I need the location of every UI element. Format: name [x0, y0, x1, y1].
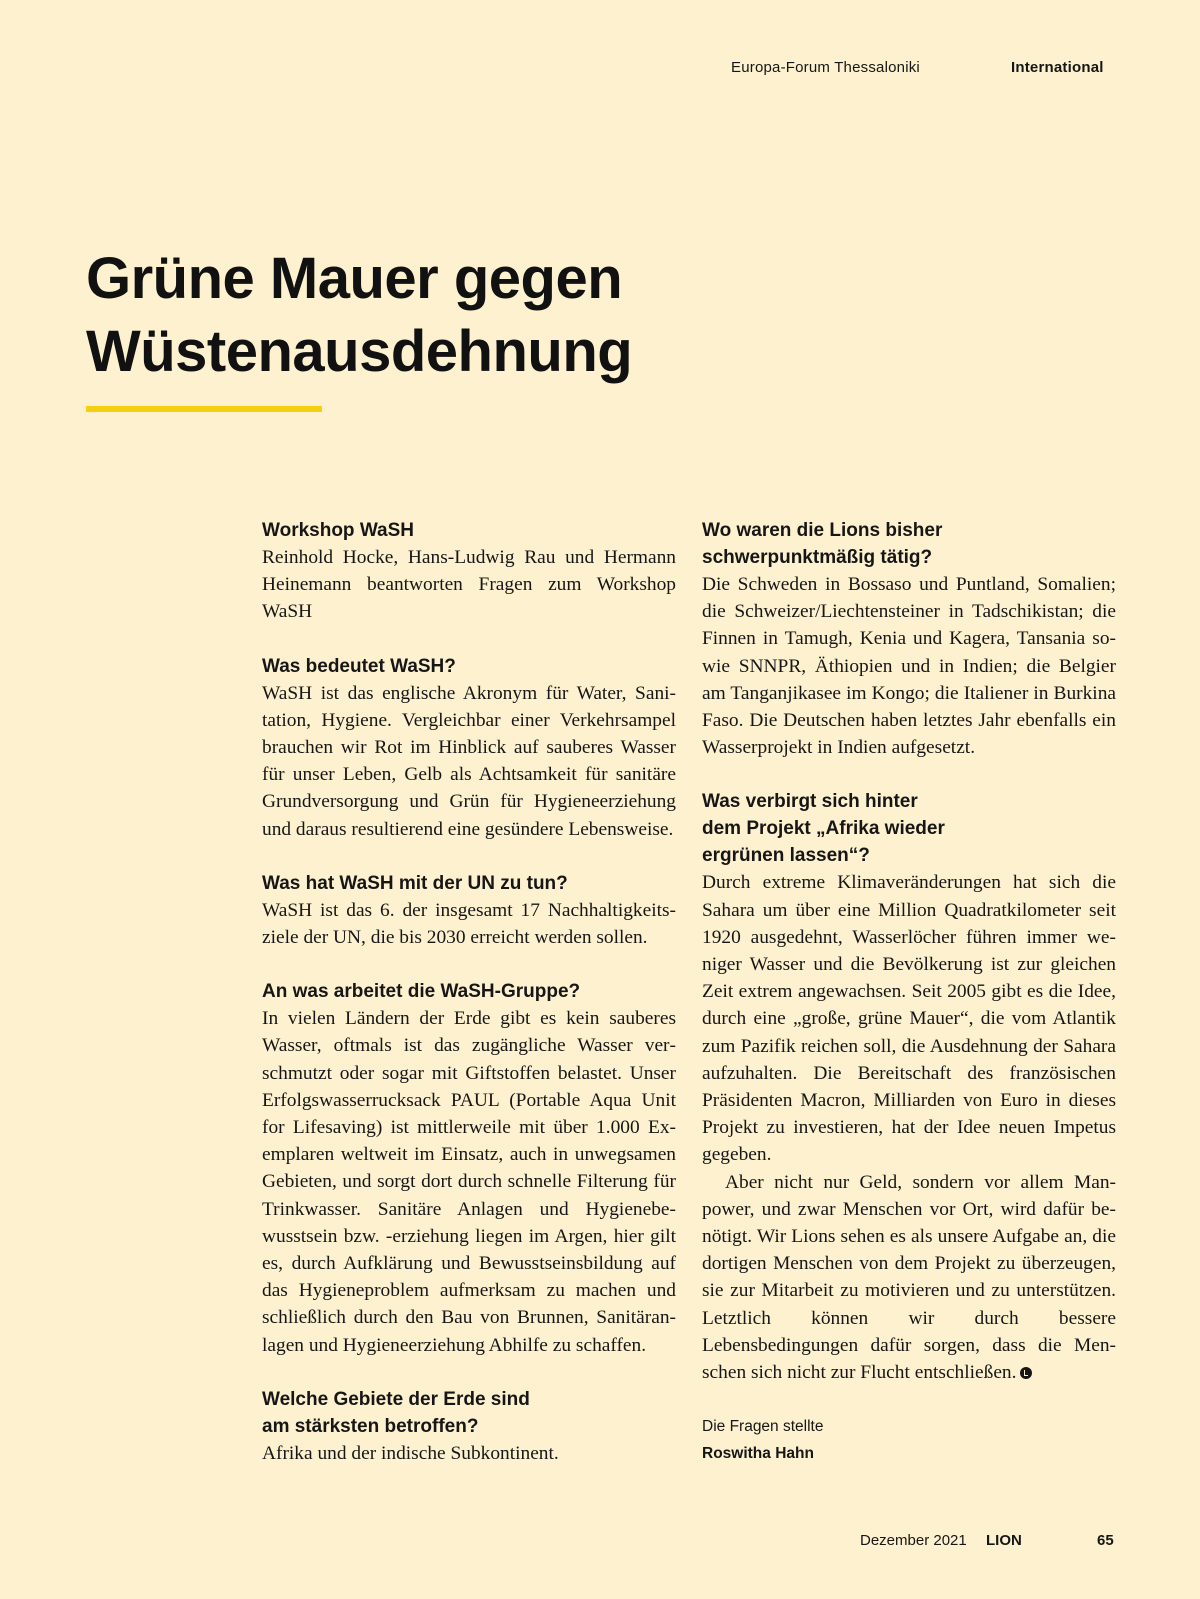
- answer-text: WaSH ist das englische Akronym für Water, Sanitation, Hygiene. Vergleichbar einer Verkehrsampel brauchen wir Rot im Hinblick auf sauberes Wasser für unser Leben, Gelb als Achtsamkeit für sanitäre Grundversorgung und Grün für Hygieneerziehung und daraus resultierend eine gesündere Lebensweise.: [262, 682, 676, 840]
- answer-text: Afrika und der indische Subkontinent.: [262, 1442, 559, 1464]
- intro-heading: Workshop WaSH: [262, 520, 415, 541]
- footer-page-number: 65: [1097, 1532, 1114, 1549]
- question-heading: An was arbeitet die WaSH-Gruppe?: [262, 981, 581, 1003]
- article-column-right: [702, 517, 1116, 1467]
- footer-magazine-name: LION: [986, 1532, 1022, 1549]
- article-title: Grüne Mauer gegen Wüstenausdehnung: [86, 246, 633, 384]
- intro-text: Reinhold Hocke, Hans-Ludwig Rau und Hermann Heinemann beantworten Fragen zum Workshop WaSH: [262, 547, 676, 623]
- article-column-left: [262, 517, 676, 1467]
- answer-text: Die Schweden in Bossaso und Puntland, Somalien; die Schweizer/Liechtensteiner in Tadschikistan; die Finnen in Tamugh, Kenia und Kagera, Tansania sowie SNNPR, Äthiopien und in Indien; die Belgier am Tanganjikasee im Kongo; die Italiener in Burkina Faso. Die Deutschen haben letztes Jahr ebenfalls ein Wasserprojekt in Indien aufgesetzt.: [702, 574, 1116, 759]
- answer-text: Durch extreme Klimaveränderungen hat sich die Sahara um über eine Million Quadratkilometer seit 1920 ausgedehnt, Wasserlöcher führen immer weniger Wasser und die Bevölkerung ist zur gleichen Zeit extrem angewachsen. Seit 2005 gibt es die Idee, durch eine „große, grüne Mauer“, die vom Atlantik zum Pazifik reichen soll, die Ausdehnung der Sahara aufzuhalten. Die Bereitschaft des französischen Präsidenten Macron, Milliarden von Euro in dieses Projekt zu investieren, hat der Idee neuen Impetus gegeben.: [702, 872, 1116, 1166]
- question-heading: Was verbirgt sich hinter dem Projekt „Afrika wieder ergrünen lassen“?: [702, 791, 945, 867]
- running-head-section: International: [1011, 59, 1104, 76]
- question-heading: Wo waren die Lions bisher schwerpunktmäßig tätig?: [702, 520, 943, 568]
- title-underline-rule: [86, 406, 322, 412]
- answer-text-continued: [702, 1169, 1116, 1387]
- answer-text: In vielen Ländern der Erde gibt es kein sauberes Wasser, oftmals ist das zugängliche Wasser verschmutzt oder sogar mit Giftstoffen belastet. Unser Erfolgswasserrucksack PAUL (Portable Aqua Unit for Lifesaving) ist mittlerweile mit über 1.000 Exemplaren weltweit im Einsatz, auch in unwegsamen Gebieten, und sorgt dort durch schnelle Filterung für Trinkwasser. Sanitäre Anlagen und Hygienebewusstsein bzw. -erziehung liegen im Argen, hier gilt es, durch Aufklärung und Bewusstseinsbildung auf das Hygieneproblem aufmerksam zu machen und schließlich durch den Bau von Brunnen, Sanitäranlagen und Hygieneerziehung Abhilfe zu schaffen.: [262, 1008, 676, 1356]
- question-heading: Was hat WaSH mit der UN zu tun?: [262, 872, 568, 894]
- question-heading: Was bedeutet WaSH?: [262, 655, 456, 677]
- answer-text: WaSH ist das 6. der insgesamt 17 Nachhaltigkeitsziele der UN, die bis 2030 erreicht werden sollen.: [262, 899, 676, 949]
- question-heading: Welche Gebiete der Erde sind am stärksten betroffen?: [262, 1388, 530, 1437]
- credit-name: Roswitha Hahn: [702, 1445, 814, 1463]
- footer-issue-date: Dezember 2021: [860, 1532, 967, 1549]
- credit-label: Die Fragen stellte: [702, 1418, 824, 1436]
- lion-end-mark-icon: [1020, 1367, 1032, 1379]
- answer-text-continued-body: Aber nicht nur Geld, sondern vor allem Manpower, und zwar Menschen vor Ort, wird dafür benötigt. Wir Lions sehen es als unsere Aufgabe an, die dortigen Menschen von dem Projekt zu überzeugen, sie zur Mitarbeit zu motivieren und zu unterstützen. Letztlich können wir durch bessere Lebensbedingungen dafür sorgen, dass die Menschen sich nicht zur Flucht entschließen.: [702, 1171, 1116, 1384]
- running-head-event: Europa-Forum Thessaloniki: [731, 59, 920, 76]
